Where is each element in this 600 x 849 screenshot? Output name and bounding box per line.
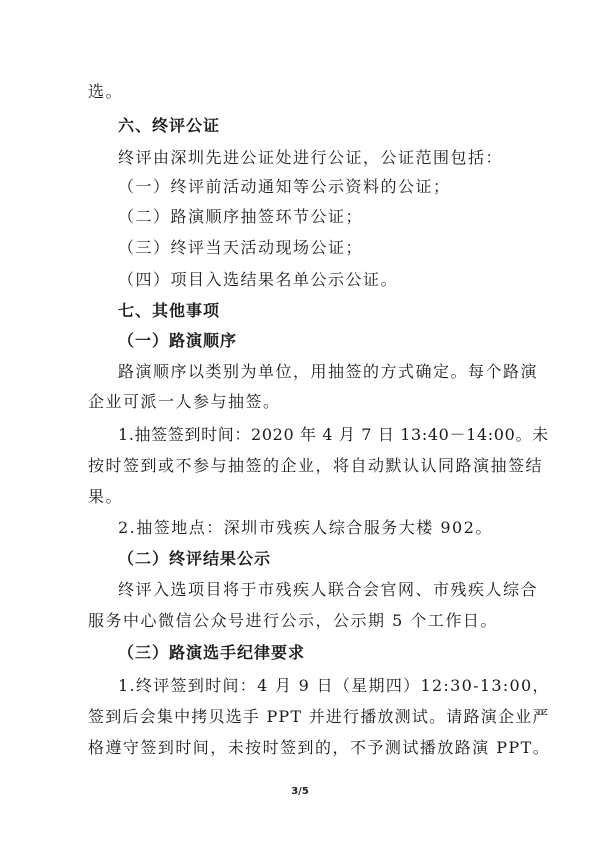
text-line: 终评入选项目将于市残疾人联合会官网、市残疾人综合 (118, 580, 539, 599)
page-number: 3/5 (291, 786, 309, 797)
subsection-heading: （二）终评结果公示 (118, 549, 272, 568)
subsection-heading: （一）路演顺序 (118, 331, 238, 350)
text-line: 服务中心微信公众号进行公示，公示期 5 个工作日。 (88, 611, 498, 630)
section-heading: 六、终评公证 (118, 116, 221, 135)
text-line: 按时签到或不参与抽签的企业，将自动默认认同路演抽签结 (88, 456, 544, 475)
text-line: 1.抽签签到时间：2020 年 4 月 7 日 13:40－14:00。未 (118, 425, 549, 444)
list-item: （四）项目入选结果名单公示公证。 (118, 270, 399, 289)
text-line: 路演顺序以类别为单位，用抽签的方式确定。每个路演 (118, 362, 539, 381)
text-line: 选。 (88, 82, 124, 101)
subsection-heading: （三）路演选手纪律要求 (118, 643, 306, 662)
text-line: 1.终评签到时间：4 月 9 日（星期四）12:30-13:00， (118, 676, 550, 695)
list-item: （一）终评前活动通知等公示资料的公证； (118, 177, 451, 196)
text-line: 格遵守签到时间，未按时签到的，不予测试播放路演 PPT。 (88, 738, 551, 757)
list-item: （二）路演顺序抽签环节公证； (118, 207, 364, 226)
list-item: （三）终评当天活动现场公证； (118, 238, 364, 257)
section-heading: 七、其他事项 (118, 301, 221, 320)
text-line: 终评由深圳先进公证处进行公证，公证范围包括： (118, 148, 504, 167)
text-line: 签到后会集中拷贝选手 PPT 并进行播放测试。请路演企业严 (88, 707, 550, 726)
text-line: 果。 (88, 487, 124, 506)
text-line: 企业可派一人参与抽签。 (88, 392, 281, 411)
text-line: 2.抽签地点：深圳市残疾人综合服务大楼 902。 (118, 518, 493, 537)
